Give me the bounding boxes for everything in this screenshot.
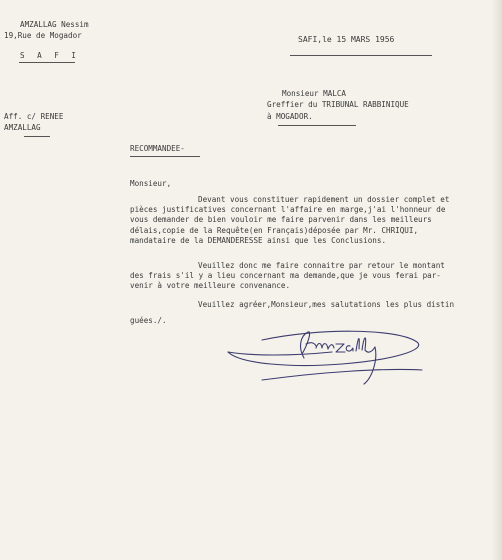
paragraph-1-line: vous demander de bien vouloir me faire parvenir dans les meilleurs [130, 215, 432, 225]
paragraph-1-line: délais,copie de la Requête(en Français)déposée par Mr. CHRIQUI, [130, 225, 419, 235]
recipient-line-3: à MOGADOR. [267, 112, 313, 121]
paragraph-3-line: Veuillez agréer,Monsieur,mes salutations les plus distin [198, 300, 455, 309]
sender-name: AMZALLAG Nessim [20, 20, 89, 29]
paragraph-3-line: guées./. [130, 316, 167, 325]
paragraph-2-line: venir à votre meilleure convenance. [130, 281, 291, 291]
paragraph-1 [130, 195, 502, 246]
paragraph-1-line: mandataire de la DEMANDERESSE ainsi que les Conclusions. [130, 235, 387, 245]
mode-label: RECOMMANDEE- [130, 144, 185, 153]
date-underline [290, 55, 432, 56]
sender-city-underline [19, 62, 75, 63]
paragraph-1-line: Devant vous constituer rapidement un dossier complet et [198, 195, 450, 204]
recipient-line-2: Greffier du TRIBUNAL RABBINIQUE [267, 100, 409, 109]
paragraph-2-line: Veuillez donc me faire connaitre par retour le montant [198, 261, 445, 270]
paragraph-2 [130, 261, 502, 292]
reference-underline [24, 136, 50, 137]
mode-underline [130, 156, 200, 157]
sender-address: 19,Rue de Mogador [4, 31, 82, 40]
reference-line-2: AMZALLAG [4, 123, 41, 132]
paper-edge-shadow [492, 0, 502, 560]
salutation: Monsieur, [130, 179, 172, 188]
handwritten-signature [222, 322, 452, 392]
date-line: SAFI,le 15 MARS 1956 [298, 35, 395, 44]
reference-line-1: Aff. c/ RENEE [4, 112, 64, 121]
recipient-underline [278, 125, 356, 126]
paragraph-2-line: des frais s'il y a lieu concernant ma demande,que je vous ferai par- [130, 271, 441, 281]
paragraph-1-line: pièces justificatives concernant l'affaire en marge,j'ai l'honneur de [130, 205, 446, 215]
sender-city: S A F I [20, 51, 81, 60]
recipient-line-1: Monsieur MALCA [282, 89, 347, 98]
